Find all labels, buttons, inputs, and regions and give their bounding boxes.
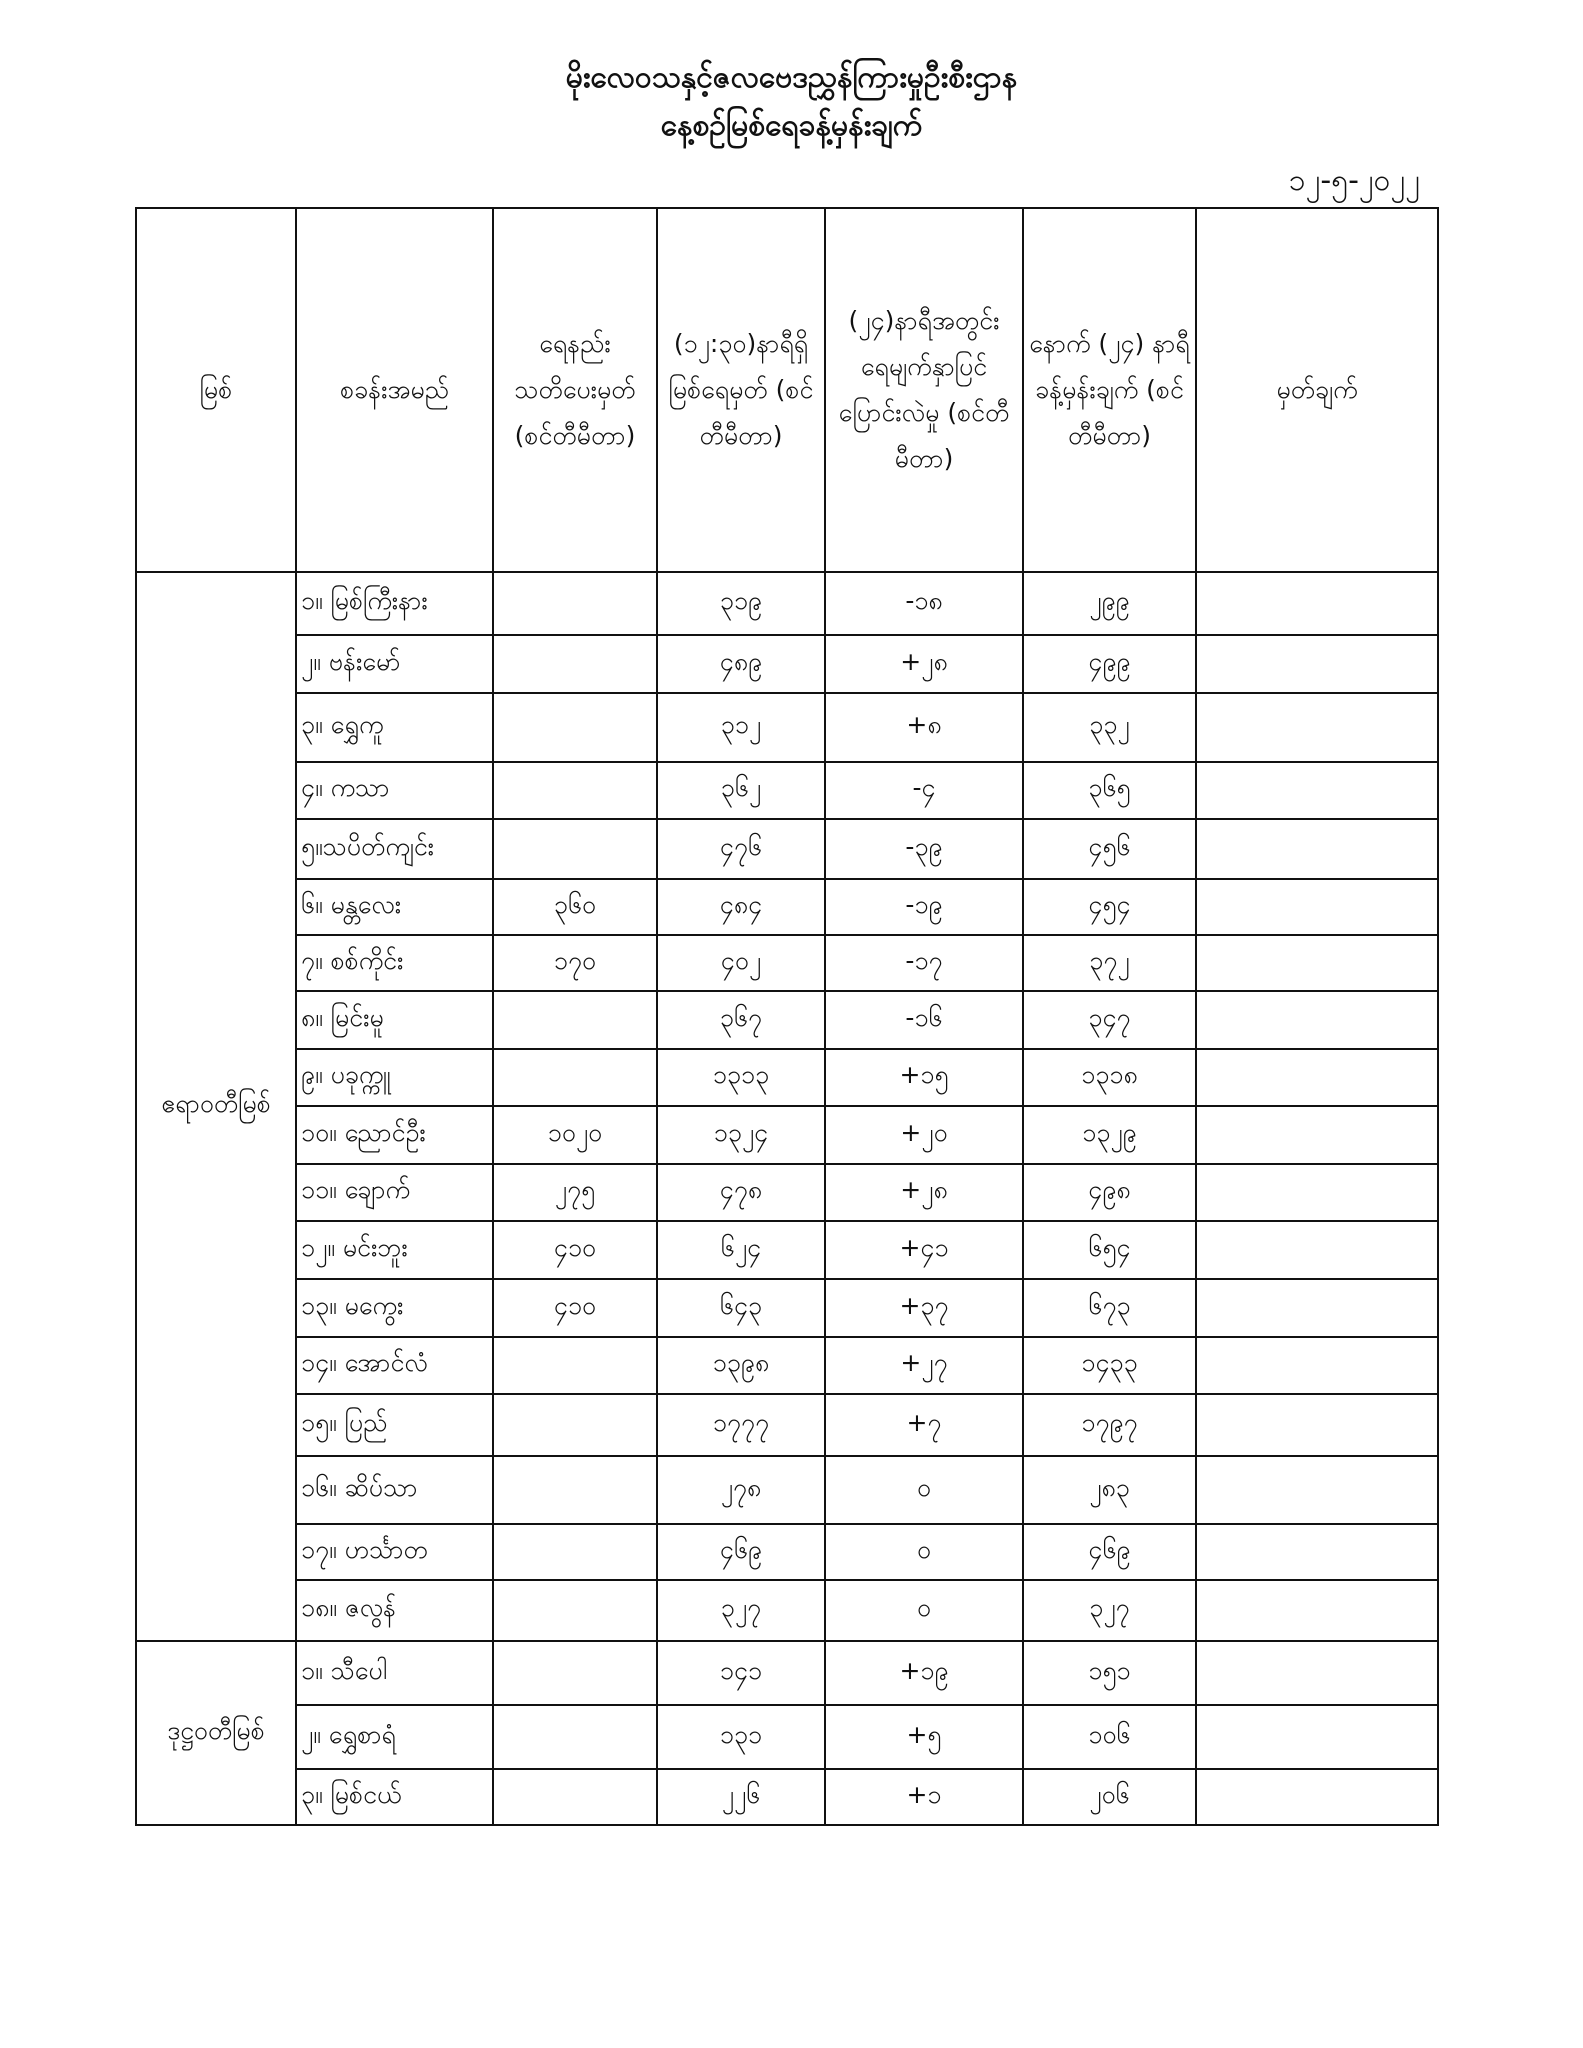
station-name: ၉။ ပခုက္ကူ: [296, 1049, 493, 1106]
warning-level: [493, 819, 657, 879]
table-row: [136, 1164, 1438, 1221]
table-row: [136, 1221, 1438, 1279]
forecast-level: ၆၇၃: [1023, 1279, 1196, 1337]
station-name: ၄။ ကသာ: [296, 762, 493, 819]
water-level: ၃၆၇: [657, 991, 825, 1049]
level-change: +၂၇: [825, 1337, 1023, 1394]
remark: [1196, 1580, 1438, 1641]
station-name: ၁၅။ ပြည်: [296, 1394, 493, 1456]
level-change: +၈: [825, 693, 1023, 762]
remark: [1196, 1049, 1438, 1106]
col-remark: မှတ်ချက်: [1196, 208, 1438, 572]
forecast-level: ၃၂၇: [1023, 1580, 1196, 1641]
station-name: ၆။ မန္တလေး: [296, 879, 493, 935]
level-change: +၁၉: [825, 1641, 1023, 1705]
water-level: ၄၇၆: [657, 819, 825, 879]
table-header-row: [136, 208, 1438, 572]
table-row: [136, 1106, 1438, 1164]
level-change: +၂၈: [825, 1164, 1023, 1221]
warning-level: ၃၆၀: [493, 879, 657, 935]
level-change: +၁: [825, 1769, 1023, 1825]
level-change: +၄၁: [825, 1221, 1023, 1279]
water-level: ၃၆၂: [657, 762, 825, 819]
remark: [1196, 693, 1438, 762]
table-row: [136, 693, 1438, 762]
water-level: ၄၇၈: [657, 1164, 825, 1221]
station-name: ၁၂။ မင်းဘူး: [296, 1221, 493, 1279]
station-name: ၁၀။ ညောင်ဦး: [296, 1106, 493, 1164]
remark: [1196, 1394, 1438, 1456]
station-name: ၂။ ဗန်းမော်: [296, 635, 493, 693]
river-forecast-table: [135, 207, 1439, 1826]
level-change: +၂၈: [825, 635, 1023, 693]
forecast-level: ၂၉၉: [1023, 572, 1196, 635]
water-level: ၄၈၄: [657, 879, 825, 935]
forecast-level: ၄၅၆: [1023, 819, 1196, 879]
report-title: နေ့စဉ်မြစ်ရေခန့်မှန်းချက်: [660, 108, 923, 143]
water-level: ၁၃၁၃: [657, 1049, 825, 1106]
station-name: ၁၆။ ဆိပ်သာ: [296, 1456, 493, 1524]
station-name: ၁၁။ ချောက်: [296, 1164, 493, 1221]
warning-level: [493, 1394, 657, 1456]
forecast-level: ၂၈၃: [1023, 1456, 1196, 1524]
forecast-level: ၁၅၁: [1023, 1641, 1196, 1705]
table-row: [136, 879, 1438, 935]
warning-level: [493, 1049, 657, 1106]
remark: [1196, 1641, 1438, 1705]
station-name: ၁၈။ ဇလွန်: [296, 1580, 493, 1641]
warning-level: [493, 1524, 657, 1580]
forecast-level: ၁၀၆: [1023, 1705, 1196, 1769]
river-name: ဒုဋ္ဌဝတီမြစ်: [136, 1641, 296, 1825]
level-change: +၃၇: [825, 1279, 1023, 1337]
level-change: +၂၀: [825, 1106, 1023, 1164]
table-row: [136, 1524, 1438, 1580]
remark: [1196, 1337, 1438, 1394]
remark: [1196, 762, 1438, 819]
water-level: ၄၈၉: [657, 635, 825, 693]
table-row: [136, 1769, 1438, 1825]
table-row: [136, 1279, 1438, 1337]
warning-level: [493, 991, 657, 1049]
station-name: ၁။ မြစ်ကြီးနား: [296, 572, 493, 635]
col-warning-level: ရေနည်း သတိပေးမှတ် (စင်တီမီတာ): [493, 208, 657, 572]
warning-level: [493, 1337, 657, 1394]
remark: [1196, 1705, 1438, 1769]
level-change: +၁၅: [825, 1049, 1023, 1106]
level-change: +၅: [825, 1705, 1023, 1769]
station-name: ၇။ စစ်ကိုင်း: [296, 935, 493, 991]
level-change: ၀: [825, 1456, 1023, 1524]
table-row: [136, 935, 1438, 991]
table-row: [136, 1394, 1438, 1456]
river-name: ဧရာဝတီမြစ်: [136, 572, 296, 1641]
water-level: ၁၃၉၈: [657, 1337, 825, 1394]
level-change: -၄: [825, 762, 1023, 819]
forecast-level: ၃၇၂: [1023, 935, 1196, 991]
forecast-level: ၄၉၈: [1023, 1164, 1196, 1221]
forecast-level: ၄၅၄: [1023, 879, 1196, 935]
water-level: ၁၄၁: [657, 1641, 825, 1705]
remark: [1196, 879, 1438, 935]
water-level: ၆၂၄: [657, 1221, 825, 1279]
water-level: ၃၂၇: [657, 1580, 825, 1641]
table-row: [136, 1641, 1438, 1705]
warning-level: ၂၇၅: [493, 1164, 657, 1221]
water-level: ၄၆၉: [657, 1524, 825, 1580]
warning-level: ၄၁၀: [493, 1221, 657, 1279]
warning-level: ၄၁၀: [493, 1279, 657, 1337]
forecast-level: ၁၃၂၉: [1023, 1106, 1196, 1164]
forecast-level: ၁၄၃၃: [1023, 1337, 1196, 1394]
warning-level: [493, 1456, 657, 1524]
remark: [1196, 819, 1438, 879]
forecast-level: ၆၅၄: [1023, 1221, 1196, 1279]
warning-level: ၁၇၀: [493, 935, 657, 991]
remark: [1196, 1106, 1438, 1164]
station-name: ၈။ မြင်းမူ: [296, 991, 493, 1049]
station-name: ၅။သပိတ်ကျင်း: [296, 819, 493, 879]
table-row: [136, 635, 1438, 693]
warning-level: [493, 572, 657, 635]
forecast-level: ၁၇၉၇: [1023, 1394, 1196, 1456]
forecast-level: ၃၄၇: [1023, 991, 1196, 1049]
col-forecast-24h: နောက် (၂၄) နာရီ ခန့်မှန်းချက် (စင်တီမီတာ): [1023, 208, 1196, 572]
table-row: [136, 1456, 1438, 1524]
table-row: [136, 1580, 1438, 1641]
water-level: ၁၃၂၄: [657, 1106, 825, 1164]
warning-level: [493, 635, 657, 693]
level-change: -၁၈: [825, 572, 1023, 635]
water-level: ၄၀၂: [657, 935, 825, 991]
warning-level: [493, 1580, 657, 1641]
water-level: ၂၂၆: [657, 1769, 825, 1825]
remark: [1196, 1769, 1438, 1825]
report-date: ၁၂-၅-၂၀၂၂: [1288, 163, 1420, 198]
water-level: ၁၇၇၇: [657, 1394, 825, 1456]
col-station: စခန်းအမည်: [296, 208, 493, 572]
station-name: ၂။ ရွှေစာရံ: [296, 1705, 493, 1769]
remark: [1196, 1164, 1438, 1221]
level-change: -၃၉: [825, 819, 1023, 879]
station-name: ၃။ ရွှေကူ: [296, 693, 493, 762]
table-row: [136, 991, 1438, 1049]
level-change: -၁၆: [825, 991, 1023, 1049]
water-level: ၆၄၃: [657, 1279, 825, 1337]
col-water-level: (၁၂:၃၀)နာရီရှိ မြစ်ရေမှတ် (စင်တီမီတာ): [657, 208, 825, 572]
forecast-level: ၃၃၂: [1023, 693, 1196, 762]
forecast-level: ၁၃၁၈: [1023, 1049, 1196, 1106]
station-name: ၁။ သီပေါ: [296, 1641, 493, 1705]
forecast-level: ၄၉၉: [1023, 635, 1196, 693]
table-row: [136, 1337, 1438, 1394]
remark: [1196, 1524, 1438, 1580]
level-change: ၀: [825, 1524, 1023, 1580]
water-level: ၂၇၈: [657, 1456, 825, 1524]
forecast-level: ၃၆၅: [1023, 762, 1196, 819]
remark: [1196, 1279, 1438, 1337]
station-name: ၁၇။ ဟင်္သာတ: [296, 1524, 493, 1580]
remark: [1196, 572, 1438, 635]
warning-level: ၁၀၂၀: [493, 1106, 657, 1164]
warning-level: [493, 762, 657, 819]
water-level: ၃၁၉: [657, 572, 825, 635]
level-change: -၁၇: [825, 935, 1023, 991]
col-river: မြစ်: [136, 208, 296, 572]
level-change: ၀: [825, 1580, 1023, 1641]
remark: [1196, 1221, 1438, 1279]
warning-level: [493, 1641, 657, 1705]
table-row: [136, 1049, 1438, 1106]
remark: [1196, 991, 1438, 1049]
forecast-level: ၄၆၉: [1023, 1524, 1196, 1580]
warning-level: [493, 693, 657, 762]
level-change: +၇: [825, 1394, 1023, 1456]
remark: [1196, 935, 1438, 991]
warning-level: [493, 1705, 657, 1769]
col-change-24h: (၂၄)နာရီအတွင်း ရေမျက်နှာပြင် ပြောင်းလဲမှု (စင်တီမီတာ): [825, 208, 1023, 572]
station-name: ၃။ မြစ်ငယ်: [296, 1769, 493, 1825]
table-row: [136, 819, 1438, 879]
forecast-level: ၂၀၆: [1023, 1769, 1196, 1825]
table-row: [136, 1705, 1438, 1769]
table-row: [136, 762, 1438, 819]
station-name: ၁၃။ မကွေး: [296, 1279, 493, 1337]
remark: [1196, 1456, 1438, 1524]
warning-level: [493, 1769, 657, 1825]
water-level: ၃၁၂: [657, 693, 825, 762]
level-change: -၁၉: [825, 879, 1023, 935]
remark: [1196, 635, 1438, 693]
office-title: မိုးလေဝသနှင့်ဇလဗေဒညွှန်ကြားမှုဦးစီးဌာန: [565, 60, 1018, 95]
station-name: ၁၄။ အောင်လံ: [296, 1337, 493, 1394]
table-row: [136, 572, 1438, 635]
water-level: ၁၃၁: [657, 1705, 825, 1769]
